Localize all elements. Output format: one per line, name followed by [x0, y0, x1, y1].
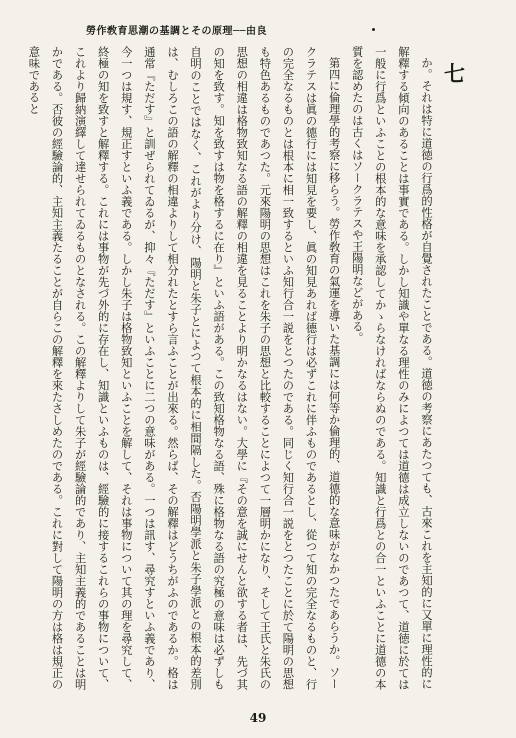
paragraph: 第四に倫理學的考察に移らう。勞作敎育の氣運を導いた基調には何等か倫理的、道德的な意味がなかつたであらうか。ソークラテスは眞の德行には知見を要し、眞の知見あれば德行は必ずこれに伴ふものであるとし、從つて知の完全なるものと、行の完全なるものとは根本に相一致するといふ知行合一説をとつたのである。同じく知行合一説をとつたことに於て陽明の思想も特色あるものであつた。元來陽明の思想はこれを朱子の思想と比較することによつて一層明かになり、そして王氏と朱氏の思想の相違は格物致知なる語の解釋の相違を見ることより明かなるはない。大學に『その意を誠にせんと欲する者は、先づ其の知を致す。知を致すは物を格するに在り』といふ語がある。この致知格物なる語、殊に格物なる語の究極の意味は必ずしも自明のことではなく、これがより分け、陽明と朱子とによつて根本的に相間隔した。否陽明學派と朱子學派との根本的差別は、むしろこの語の解釋の相違よりして相分れたとすら言ふことが出來る。然らば、その解釋はどうちがふのであるか。格は通常『ただす』と訓ぜられてゐるが、抑々『ただす』といふことに二つの意味がある。一つは訊す、尋究すといふ義であり、今一つは規す、規正すといふ義である。しかし朱子は格物致知といふことを解して、それは事物について其の理を尋究して、終極の知を致すと解釋する。これには事物が先づ外的に存在し、知識といふものは、經驗的に接するこれらの事物について、これより歸納演繹して達せられてゐるものとなされる。この解釋よりして朱子が經驗論的であり、主知主義的であることは明かである。否彼の經驗論的、主知主義たることが自らこの解釋を來たさしめたのである。これに對して陽明の方は格は規正の意味であると: [27, 46, 341, 690]
running-head: 勞作敎育思潮の基調とその原理──由良: [86, 26, 268, 37]
section-number: 七: [444, 61, 465, 86]
body-text: [27, 46, 438, 690]
paragraph: か。それは特に道徳の行爲的性格が自覺されたことである。道徳の考察にあたつても、古來これを主知的に又單に理性的に解釋する傾向のあることは事實である。しかし知識や單なる理性のみによつては道德は成立しないのであつて、道徳に於ては一般に行爲といふことの根本的な意味を承認してかゝらなければならぬのである。知識と行爲との合一といふことに道德の本質を認めたのは古くはソークラテスや王陽明などがある。: [350, 46, 433, 690]
ink-dot: [372, 28, 375, 31]
page-number: 49: [249, 711, 267, 725]
